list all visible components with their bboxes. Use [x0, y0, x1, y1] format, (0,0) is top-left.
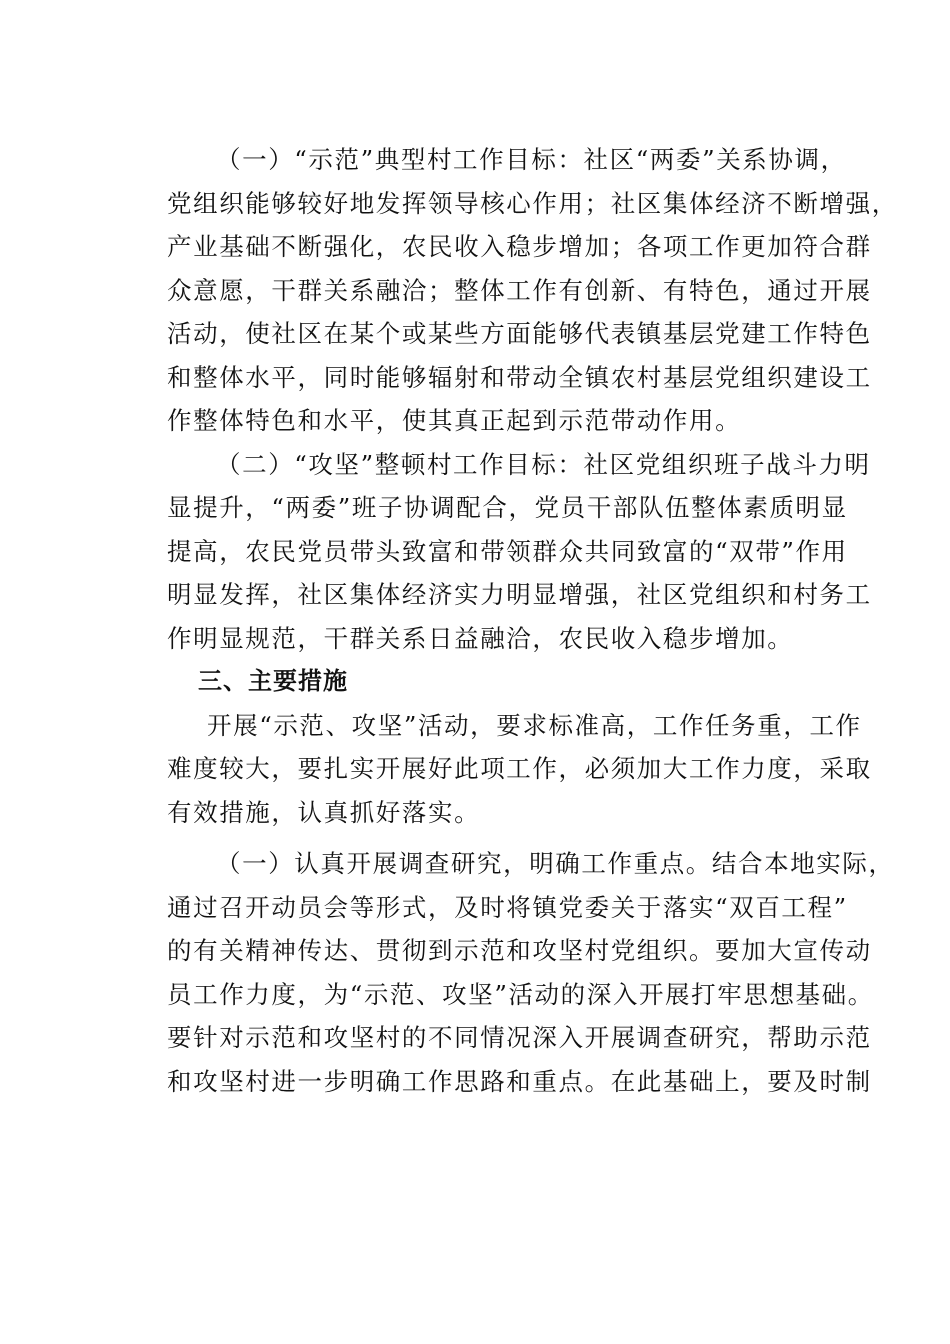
text-line: 明显发挥，社区集体经济实力明显增强，社区党组织和村务工	[167, 580, 872, 609]
text-line: 提高，农民党员带头致富和带领群众共同致富的“双带”作用	[167, 536, 848, 566]
text-line: 难度较大，要扎实开展好此项工作，必须加大工作力度，采取	[167, 754, 872, 783]
text-line: （一）“示范”典型村工作目标：社区“两委”关系协调，	[216, 145, 847, 174]
text-line: 党组织能够较好地发挥领导核心作用；社区集体经济不断增强，	[167, 188, 898, 218]
paragraph-rectification-goals	[118, 443, 872, 661]
document-body	[118, 138, 898, 1103]
text-line: 产业基础不断强化，农民收入稳步增加；各项工作更加符合群	[167, 232, 872, 261]
text-line: 要针对示范和攻坚村的不同情况深入开展调查研究，帮助示范	[167, 1023, 872, 1052]
text-line: 有效措施，认真抓好落实。	[167, 797, 481, 827]
text-line: 开展“示范、攻坚”活动，要求标准高，工作任务重，工作	[207, 710, 862, 740]
paragraph-measures-intro	[118, 704, 872, 835]
text-line: （一）认真开展调查研究，明确工作重点。结合本地实际，	[216, 849, 895, 878]
text-line: 作整体特色和水平，使其真正起到示范带动作用。	[167, 406, 742, 435]
text-line: （二）“攻坚”整顿村工作目标：社区党组织班子战斗力明	[216, 449, 871, 479]
section-heading-text: 三、主要措施	[198, 667, 348, 695]
text-line: 和整体水平，同时能够辐射和带动全镇农村基层党组织建设工	[167, 362, 872, 392]
section-heading-main-measures	[118, 660, 830, 704]
text-line: 显提升，“两委”班子协调配合，党员干部队伍整体素质明显	[167, 493, 848, 522]
text-line: 通过召开动员会等形式，及时将镇党委关于落实“双百工程”	[167, 892, 848, 922]
paragraph-demonstration-goals	[118, 138, 898, 443]
paragraph-research	[118, 842, 895, 1103]
text-line: 的有关精神传达、贯彻到示范和攻坚村党组织。要加大宣传动	[167, 936, 872, 965]
text-line: 作明显规范，干群关系日益融洽，农民收入稳步增加。	[167, 623, 794, 653]
text-line: 和攻坚村进一步明确工作思路和重点。在此基础上，要及时制	[167, 1066, 872, 1096]
text-line: 员工作力度，为“示范、攻坚”活动的深入开展打牢思想基础。	[167, 979, 874, 1009]
text-line: 活动，使社区在某个或某些方面能够代表镇基层党建工作特色	[167, 319, 872, 348]
text-line: 众意愿，干群关系融洽；整体工作有创新、有特色，通过开展	[167, 275, 872, 305]
